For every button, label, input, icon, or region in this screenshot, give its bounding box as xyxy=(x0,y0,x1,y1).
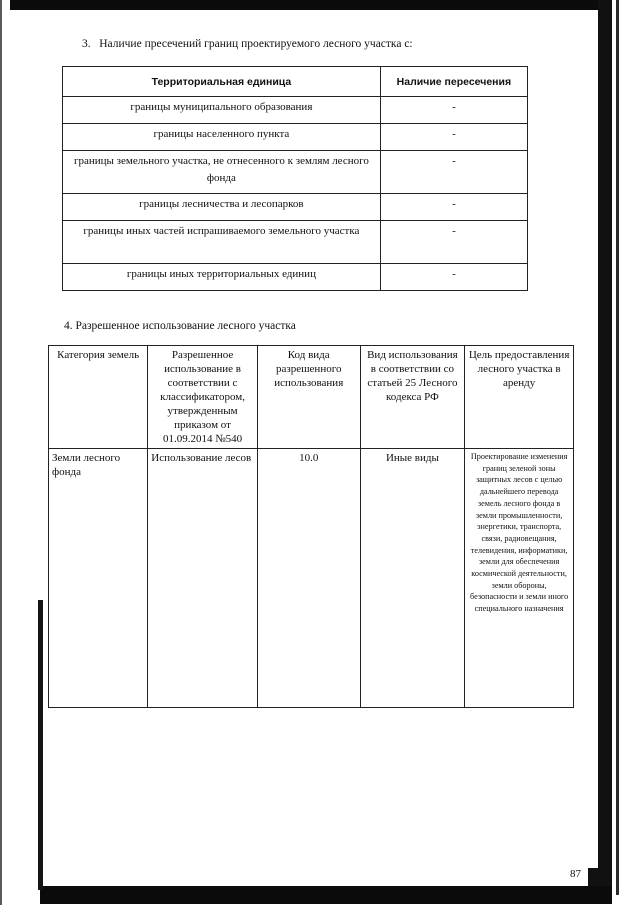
intersection-cell: - xyxy=(380,194,527,221)
table-row xyxy=(63,194,528,221)
table-row xyxy=(63,264,528,291)
header-permitted-use: Разрешенное использование в соответствии с классификатором, утвержденным приказом от 01.09.2014 №540 xyxy=(148,346,258,449)
scan-edge-bottom xyxy=(40,886,612,904)
scan-edge-left-bar xyxy=(38,600,43,890)
table-row xyxy=(63,124,528,151)
permitted-use-cell: Использование лесов xyxy=(148,449,258,708)
table-row xyxy=(49,449,574,708)
header-lease-purpose: Цель предоставления лесного участка в аренду xyxy=(465,346,574,449)
table-row xyxy=(63,97,528,124)
table-header-row xyxy=(49,346,574,449)
territorial-unit-cell: границы иных территориальных единиц xyxy=(63,264,381,291)
territorial-unit-cell: границы населенного пункта xyxy=(63,124,381,151)
section-3-title: Наличие пресечений границ проектируемого лесного участка с: xyxy=(99,38,413,50)
scan-edge-right-strip xyxy=(616,0,619,895)
permitted-use-table xyxy=(48,345,574,708)
scan-edge-right xyxy=(598,0,612,895)
intersections-table xyxy=(62,66,528,291)
territorial-unit-cell: границы земельного участка, не отнесенного к землям лесного фонда xyxy=(63,151,381,194)
scan-edge-left xyxy=(0,0,2,905)
use-type-cell: Иные виды xyxy=(360,449,465,708)
table-row xyxy=(63,151,528,194)
section-4-heading: 4. Разрешенное использование лесного участка xyxy=(64,320,296,332)
territorial-unit-cell: границы лесничества и лесопарков xyxy=(63,194,381,221)
page-number: 87 xyxy=(570,868,581,880)
intersection-cell: - xyxy=(380,124,527,151)
intersection-cell: - xyxy=(380,221,527,264)
header-territorial-unit: Территориальная единица xyxy=(63,67,381,97)
header-use-code: Код вида разрешенного использования xyxy=(257,346,360,449)
lease-purpose-cell: Проектирование изменения границ зеленой зоны защитных лесов с целью дальнейшего перевода земель лесного фонда в земли промышленности, энергетики, транспорта, связи, радиовещания, телевидения, информатики, земли для обеспечения космической деятельности, земли обороны, безопасности и земли иного специального назначения xyxy=(465,449,574,708)
header-intersection: Наличие пересечения xyxy=(380,67,527,97)
section-3-heading xyxy=(82,38,413,50)
header-use-type: Вид использования в соответствии со статьей 25 Лесного кодекса РФ xyxy=(360,346,465,449)
intersection-cell: - xyxy=(380,97,527,124)
territorial-unit-cell: границы муниципального образования xyxy=(63,97,381,124)
table-header-row xyxy=(63,67,528,97)
header-land-category: Категория земель xyxy=(49,346,148,449)
table-row xyxy=(63,221,528,264)
territorial-unit-cell: границы иных частей испрашиваемого земельного участка xyxy=(63,221,381,264)
section-3-number: 3. xyxy=(82,38,91,50)
land-category-cell: Земли лесного фонда xyxy=(49,449,148,708)
use-code-cell: 10.0 xyxy=(257,449,360,708)
intersection-cell: - xyxy=(380,151,527,194)
intersection-cell: - xyxy=(380,264,527,291)
scan-edge-top xyxy=(10,0,608,10)
